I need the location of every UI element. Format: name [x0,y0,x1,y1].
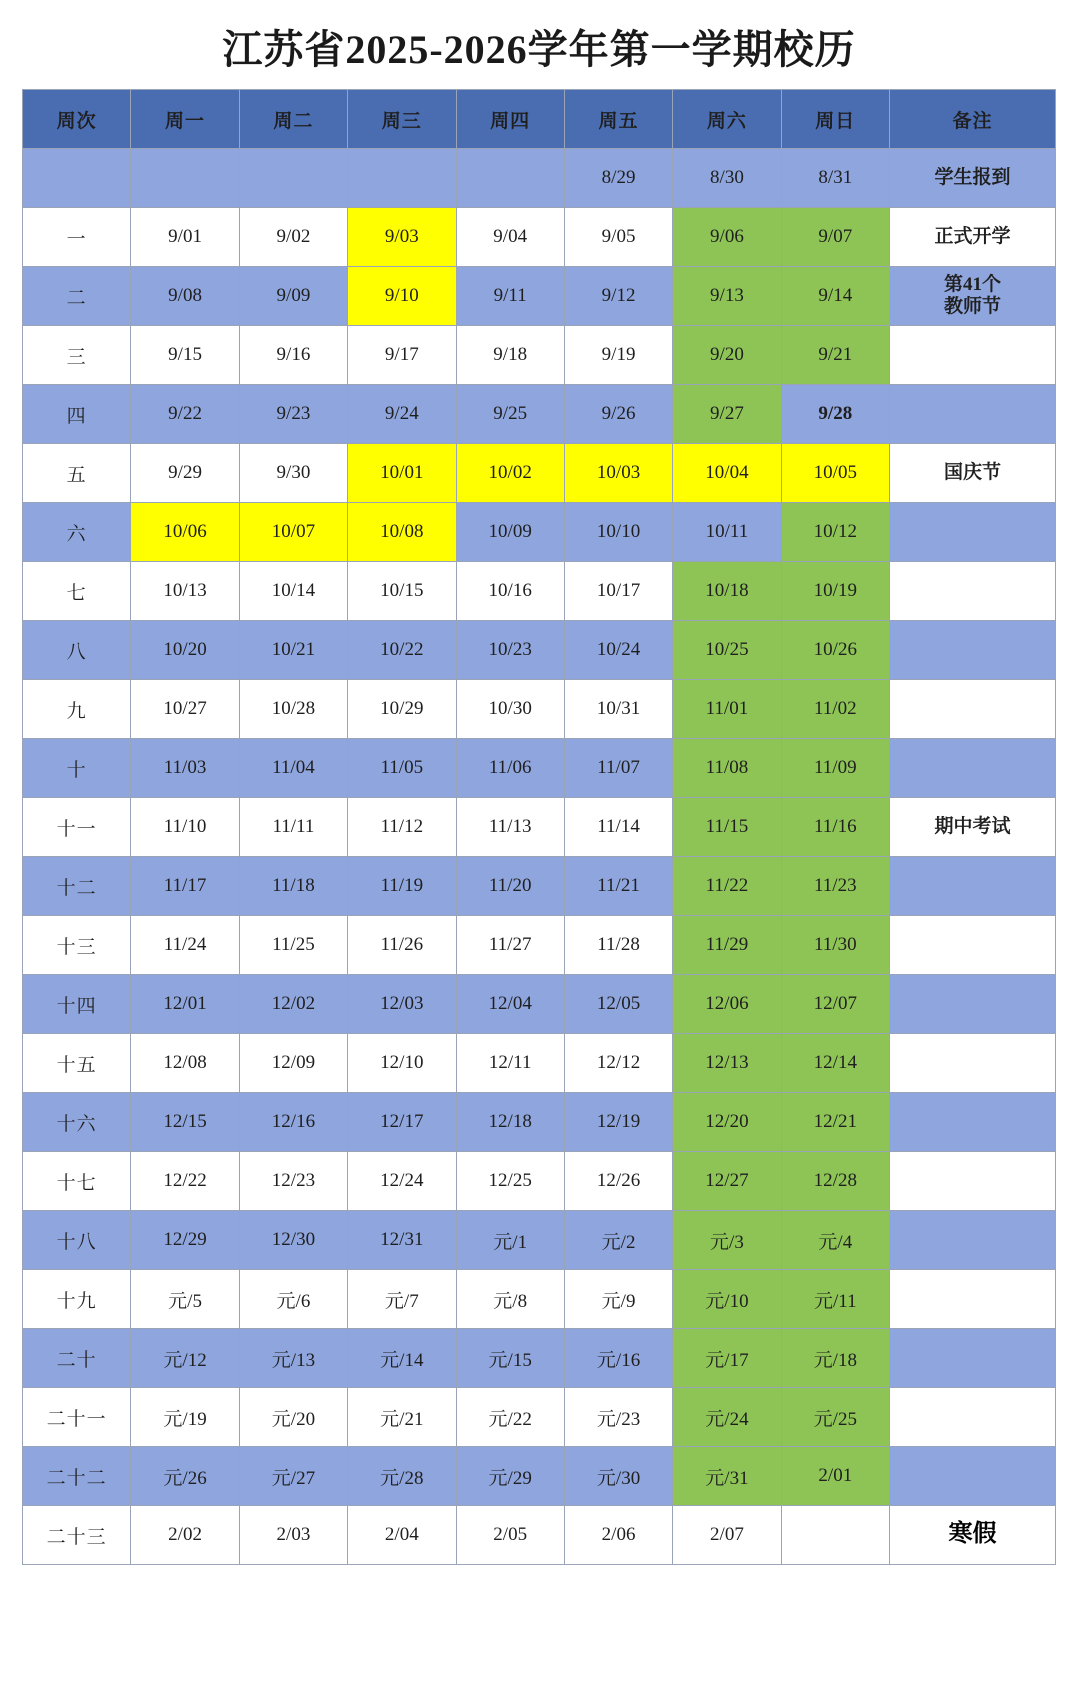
date-cell: 10/29 [348,680,456,739]
date-cell: 11/24 [131,916,239,975]
date-cell: 元/12 [131,1329,239,1388]
week-number-cell: 十二 [23,857,131,916]
date-cell: 11/22 [673,857,781,916]
table-row [23,326,1056,385]
date-cell: 10/02 [456,444,564,503]
date-cell: 9/26 [564,385,672,444]
date-cell: 10/14 [239,562,347,621]
date-cell: 10/17 [564,562,672,621]
date-cell: 9/07 [781,208,889,267]
week-number-cell: 十六 [23,1093,131,1152]
date-cell: 10/05 [781,444,889,503]
date-cell: 12/16 [239,1093,347,1152]
date-cell: 10/27 [131,680,239,739]
remark-cell [890,503,1056,562]
school-calendar-table [22,89,1056,1565]
header-friday: 周五 [564,90,672,149]
date-cell: 10/23 [456,621,564,680]
table-row [23,739,1056,798]
remark-text: 正式开学 [934,226,1011,248]
date-cell: 9/29 [131,444,239,503]
date-cell: 10/12 [781,503,889,562]
date-cell: 12/05 [564,975,672,1034]
date-cell: 11/23 [781,857,889,916]
remark-cell [890,680,1056,739]
date-cell: 12/26 [564,1152,672,1211]
header-remarks: 备注 [890,90,1056,149]
date-cell: 10/18 [673,562,781,621]
date-cell: 元/8 [456,1270,564,1329]
date-cell: 11/08 [673,739,781,798]
week-number-cell: 八 [23,621,131,680]
table-row [23,1506,1056,1565]
date-cell: 11/03 [131,739,239,798]
date-cell: 8/31 [781,149,889,208]
remark-cell [890,267,1056,326]
remark-cell [890,1211,1056,1270]
date-cell: 11/05 [348,739,456,798]
date-cell: 8/30 [673,149,781,208]
date-cell: 9/27 [673,385,781,444]
date-cell: 12/03 [348,975,456,1034]
date-cell: 10/09 [456,503,564,562]
date-cell: 10/25 [673,621,781,680]
date-cell [131,149,239,208]
date-cell: 12/01 [131,975,239,1034]
date-cell: 2/01 [781,1447,889,1506]
date-cell: 元/19 [131,1388,239,1447]
table-row [23,208,1056,267]
date-cell: 12/21 [781,1093,889,1152]
date-cell: 11/20 [456,857,564,916]
date-cell: 元/24 [673,1388,781,1447]
date-cell: 元/5 [131,1270,239,1329]
week-number-cell: 二十三 [23,1506,131,1565]
date-cell: 9/02 [239,208,347,267]
header-tuesday: 周二 [239,90,347,149]
date-cell: 10/24 [564,621,672,680]
date-cell: 2/06 [564,1506,672,1565]
table-row [23,1270,1056,1329]
date-cell: 9/30 [239,444,347,503]
remark-cell [890,385,1056,444]
date-cell: 2/02 [131,1506,239,1565]
date-cell [456,149,564,208]
date-cell: 12/28 [781,1152,889,1211]
remark-cell [890,1152,1056,1211]
date-cell: 12/20 [673,1093,781,1152]
date-cell: 12/30 [239,1211,347,1270]
remark-cell [890,149,1056,208]
date-cell: 11/21 [564,857,672,916]
date-cell: 10/19 [781,562,889,621]
date-cell: 12/09 [239,1034,347,1093]
week-number-cell: 五 [23,444,131,503]
table-row [23,562,1056,621]
date-cell: 元/2 [564,1211,672,1270]
date-cell: 12/07 [781,975,889,1034]
date-cell: 元/26 [131,1447,239,1506]
remark-cell [890,916,1056,975]
date-cell: 11/02 [781,680,889,739]
table-row [23,503,1056,562]
remark-text: 期中考试 [934,816,1011,838]
date-cell: 12/13 [673,1034,781,1093]
week-number-cell: 六 [23,503,131,562]
date-cell: 9/23 [239,385,347,444]
remark-cell [890,621,1056,680]
table-header [23,90,1056,149]
date-cell: 10/10 [564,503,672,562]
date-cell: 9/01 [131,208,239,267]
remark-cell [890,1388,1056,1447]
date-cell: 10/08 [348,503,456,562]
date-cell: 12/12 [564,1034,672,1093]
date-cell: 元/7 [348,1270,456,1329]
date-cell: 11/09 [781,739,889,798]
date-cell: 9/16 [239,326,347,385]
date-cell: 12/27 [673,1152,781,1211]
date-cell: 11/06 [456,739,564,798]
week-number-cell: 十一 [23,798,131,857]
date-cell [239,149,347,208]
date-cell: 12/04 [456,975,564,1034]
date-cell: 12/08 [131,1034,239,1093]
table-row [23,1152,1056,1211]
remark-cell [890,326,1056,385]
date-cell: 9/13 [673,267,781,326]
date-cell: 11/01 [673,680,781,739]
date-cell: 10/01 [348,444,456,503]
date-cell: 12/24 [348,1152,456,1211]
date-cell: 元/29 [456,1447,564,1506]
date-cell: 11/30 [781,916,889,975]
table-row [23,798,1056,857]
date-cell: 10/26 [781,621,889,680]
date-cell: 12/18 [456,1093,564,1152]
header-thursday: 周四 [456,90,564,149]
date-cell: 元/9 [564,1270,672,1329]
date-cell: 10/28 [239,680,347,739]
table-row [23,1388,1056,1447]
remark-cell [890,208,1056,267]
date-cell: 11/19 [348,857,456,916]
date-cell: 12/17 [348,1093,456,1152]
date-cell: 11/27 [456,916,564,975]
week-number-cell: 三 [23,326,131,385]
date-cell: 9/11 [456,267,564,326]
remark-text: 第41个 [943,274,1001,296]
week-number-cell: 十 [23,739,131,798]
table-row [23,1093,1056,1152]
date-cell: 11/17 [131,857,239,916]
date-cell: 元/22 [456,1388,564,1447]
week-number-cell: 七 [23,562,131,621]
date-cell: 11/07 [564,739,672,798]
header-row [23,90,1056,149]
table-row [23,1034,1056,1093]
date-cell: 元/31 [673,1447,781,1506]
date-cell: 11/10 [131,798,239,857]
page-title: 江苏省2025-2026学年第一学期校历 [222,27,856,72]
date-cell: 2/04 [348,1506,456,1565]
date-cell: 11/25 [239,916,347,975]
date-cell: 12/06 [673,975,781,1034]
date-cell: 11/04 [239,739,347,798]
date-cell: 元/28 [348,1447,456,1506]
date-cell: 12/14 [781,1034,889,1093]
date-cell: 元/6 [239,1270,347,1329]
date-cell: 11/16 [781,798,889,857]
week-number-cell: 二十二 [23,1447,131,1506]
week-number-cell: 十五 [23,1034,131,1093]
date-cell: 9/21 [781,326,889,385]
date-cell: 元/13 [239,1329,347,1388]
table-row [23,267,1056,326]
table-row [23,444,1056,503]
date-cell: 10/21 [239,621,347,680]
date-cell: 元/30 [564,1447,672,1506]
date-cell: 11/29 [673,916,781,975]
date-cell: 10/06 [131,503,239,562]
table-body [23,149,1056,1565]
header-week-number: 周次 [23,90,131,149]
date-cell: 元/27 [239,1447,347,1506]
remark-cell [890,1034,1056,1093]
date-cell: 9/09 [239,267,347,326]
date-cell: 元/10 [673,1270,781,1329]
remark-cell [890,857,1056,916]
table-row [23,857,1056,916]
week-number-cell: 一 [23,208,131,267]
date-cell: 元/16 [564,1329,672,1388]
date-cell: 元/21 [348,1388,456,1447]
date-cell: 2/03 [239,1506,347,1565]
date-cell: 12/02 [239,975,347,1034]
remark-text: 寒假 [948,1521,997,1548]
remark-text: 学生报到 [934,167,1011,189]
date-cell: 10/16 [456,562,564,621]
date-cell: 9/19 [564,326,672,385]
date-cell: 9/10 [348,267,456,326]
date-cell: 元/11 [781,1270,889,1329]
table-row [23,621,1056,680]
date-cell: 9/04 [456,208,564,267]
date-cell: 10/04 [673,444,781,503]
date-cell: 12/19 [564,1093,672,1152]
date-cell: 9/22 [131,385,239,444]
date-cell: 元/18 [781,1329,889,1388]
week-number-cell: 十八 [23,1211,131,1270]
remark-cell [890,1447,1056,1506]
week-number-cell: 十三 [23,916,131,975]
date-cell: 2/05 [456,1506,564,1565]
date-cell: 10/20 [131,621,239,680]
date-cell: 10/13 [131,562,239,621]
date-cell: 12/10 [348,1034,456,1093]
date-cell: 元/23 [564,1388,672,1447]
date-cell: 9/06 [673,208,781,267]
table-row [23,916,1056,975]
date-cell: 10/30 [456,680,564,739]
week-number-cell: 九 [23,680,131,739]
header-saturday: 周六 [673,90,781,149]
header-sunday: 周日 [781,90,889,149]
date-cell: 11/11 [239,798,347,857]
date-cell: 元/4 [781,1211,889,1270]
date-cell: 11/12 [348,798,456,857]
date-cell: 元/25 [781,1388,889,1447]
remark-cell [890,1506,1056,1565]
date-cell: 9/24 [348,385,456,444]
date-cell: 10/22 [348,621,456,680]
date-cell: 9/28 [781,385,889,444]
table-row [23,1329,1056,1388]
remark-text: 国庆节 [943,462,1001,484]
remark-cell [890,562,1056,621]
table-row [23,1447,1056,1506]
date-cell: 11/28 [564,916,672,975]
week-number-cell: 十九 [23,1270,131,1329]
date-cell: 9/25 [456,385,564,444]
week-number-cell: 十四 [23,975,131,1034]
week-number-cell: 二十一 [23,1388,131,1447]
date-cell: 9/15 [131,326,239,385]
date-cell: 10/11 [673,503,781,562]
date-cell: 12/29 [131,1211,239,1270]
date-cell: 10/03 [564,444,672,503]
date-cell: 元/1 [456,1211,564,1270]
date-cell: 元/20 [239,1388,347,1447]
table-row [23,975,1056,1034]
date-cell: 12/31 [348,1211,456,1270]
date-cell: 元/17 [673,1329,781,1388]
date-cell: 2/07 [673,1506,781,1565]
date-cell: 8/29 [564,149,672,208]
remark-cell [890,798,1056,857]
date-cell: 11/15 [673,798,781,857]
remark-cell [890,1093,1056,1152]
date-cell [781,1506,889,1565]
week-number-cell [23,149,131,208]
date-cell: 11/13 [456,798,564,857]
week-number-cell: 二 [23,267,131,326]
date-cell: 12/15 [131,1093,239,1152]
remark-cell [890,1329,1056,1388]
remark-text: 教师节 [943,296,1001,317]
date-cell: 9/08 [131,267,239,326]
remark-cell [890,1270,1056,1329]
date-cell: 11/26 [348,916,456,975]
week-number-cell: 十七 [23,1152,131,1211]
week-number-cell: 四 [23,385,131,444]
date-cell: 12/11 [456,1034,564,1093]
week-number-cell: 二十 [23,1329,131,1388]
date-cell: 12/25 [456,1152,564,1211]
date-cell: 9/03 [348,208,456,267]
date-cell: 元/15 [456,1329,564,1388]
remark-cell [890,975,1056,1034]
header-monday: 周一 [131,90,239,149]
date-cell: 12/22 [131,1152,239,1211]
date-cell: 9/17 [348,326,456,385]
table-row [23,680,1056,739]
date-cell: 元/3 [673,1211,781,1270]
date-cell: 9/12 [564,267,672,326]
date-cell: 9/14 [781,267,889,326]
remark-cell [890,444,1056,503]
date-cell [348,149,456,208]
date-cell: 11/18 [239,857,347,916]
table-row [23,385,1056,444]
date-cell: 9/05 [564,208,672,267]
date-cell: 10/31 [564,680,672,739]
header-wednesday: 周三 [348,90,456,149]
date-cell: 11/14 [564,798,672,857]
remark-cell [890,739,1056,798]
table-row [23,149,1056,208]
date-cell: 元/14 [348,1329,456,1388]
date-cell: 9/18 [456,326,564,385]
date-cell: 12/23 [239,1152,347,1211]
date-cell: 10/07 [239,503,347,562]
date-cell: 10/15 [348,562,456,621]
date-cell: 9/20 [673,326,781,385]
table-row [23,1211,1056,1270]
